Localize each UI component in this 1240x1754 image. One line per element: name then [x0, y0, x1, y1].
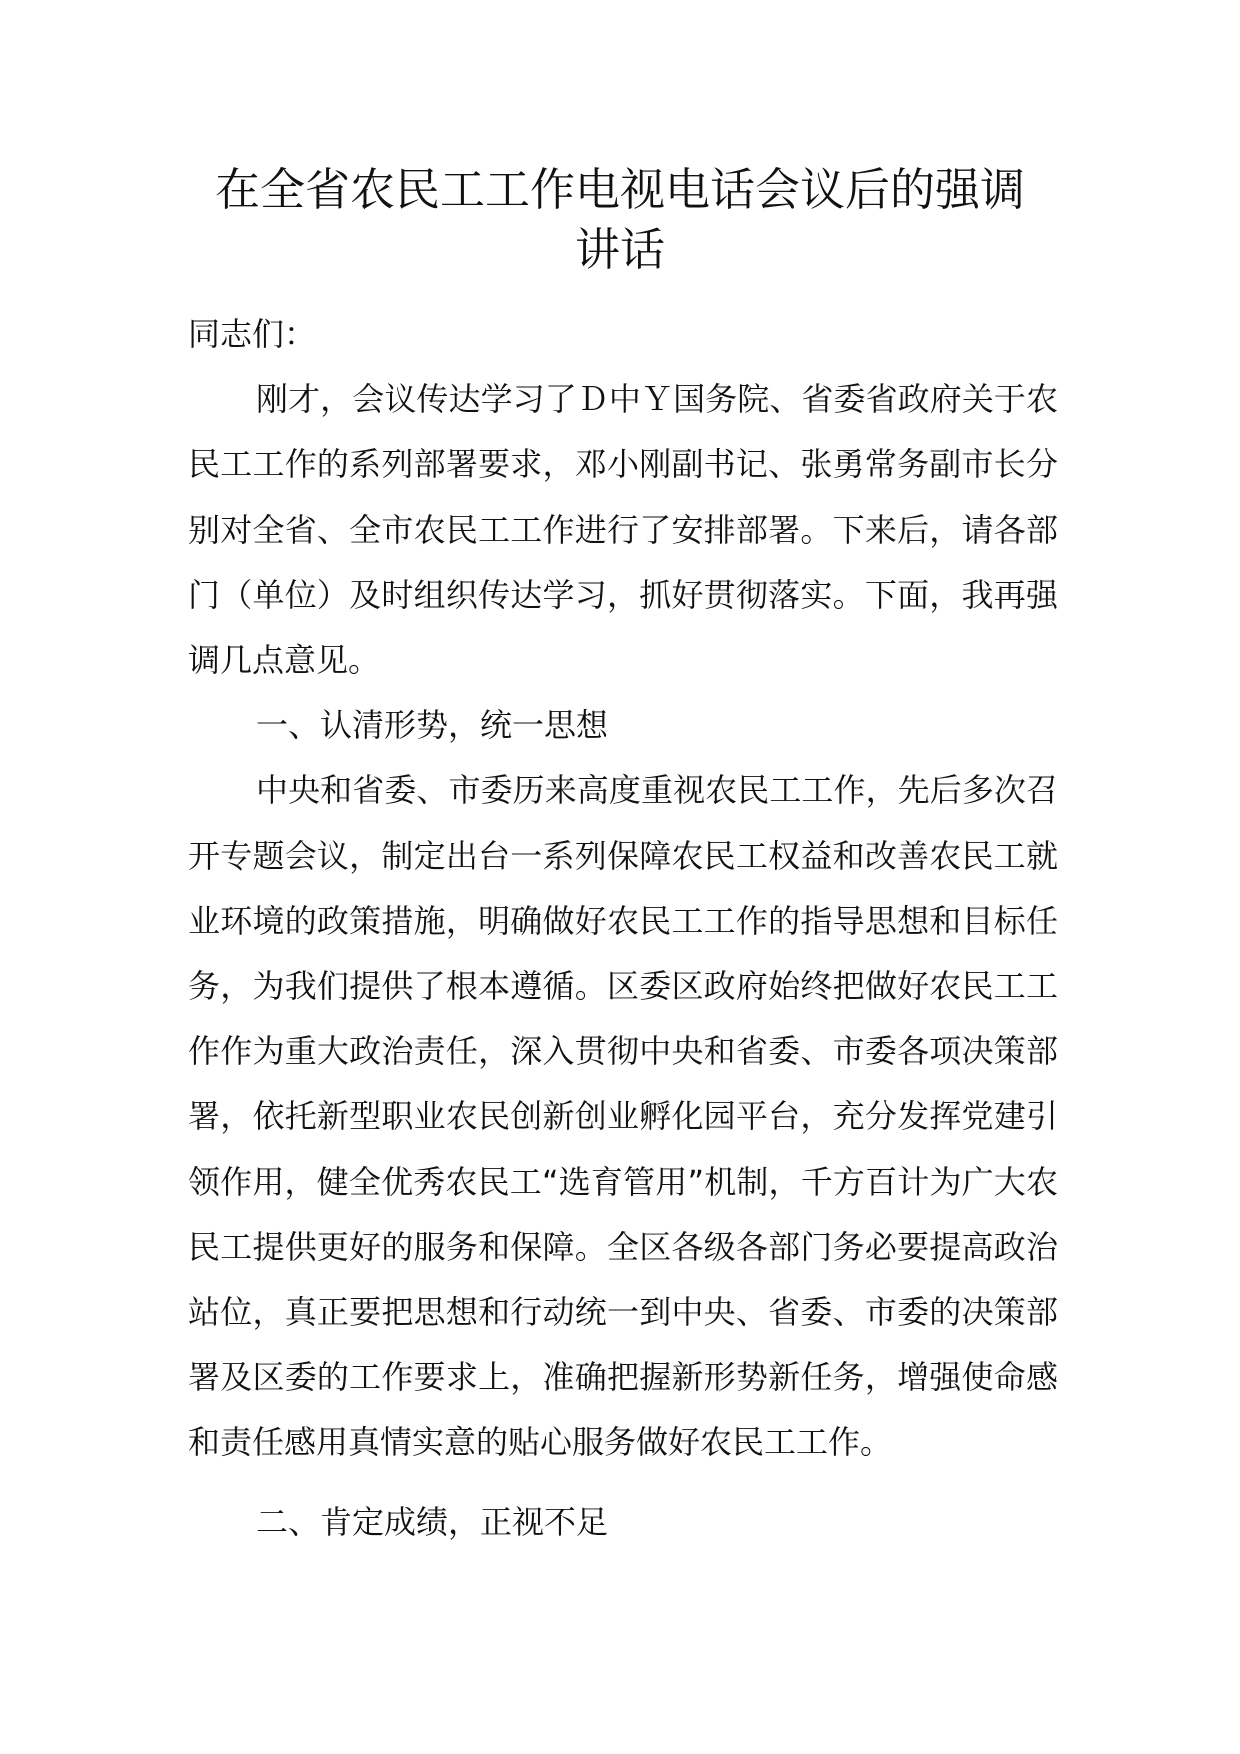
- title-line-2: 讲话: [574, 223, 665, 276]
- paragraph-section-1: 中央和省委、市委历来高度重视农民工工作，先后多次召开专题会议，制定出台一系列保障农民工权益和改善农民工就业环境的政策措施，明确做好农民工工作的指导思想和目标任务，为我们提供了根本遵循。区委区政府始终把做好农民工工作作为重大政治责任，深入贯彻中央和省委、市委各项决策部署，依托新型职业农民创新创业孵化园平台，充分发挥党建引领作用，健全优秀农民工“选育管用”机制，千方百计为广大农民工提供更好的服务和保障。全区各级各部门务必要提高政治站位，真正要把思想和行动统一到中央、省委、市委的决策部署及区委的工作要求上，准确把握新形势新任务，增强使命感和责任感用真情实意的贴心服务做好农民工工作。: [188, 771, 1058, 1462]
- document-body: [188, 302, 1058, 1555]
- document-title: [150, 160, 1090, 280]
- paragraph-spacer: [188, 1476, 1058, 1490]
- title-line-1: 在全省农民工工作电视电话会议后的强调: [214, 163, 1025, 216]
- paragraph-opening: 刚才，会议传达学习了Ｄ中Ｙ国务院、省委省政府关于农民工工作的系列部署要求，邓小刚副书记、张勇常务副市长分别对全省、全市农民工工作进行了安排部署。下来后，请各部门（单位）及时组织传达学习，抓好贯彻落实。下面，我再强调几点意见。: [188, 380, 1058, 680]
- section-heading-2: 二、肯定成绩，正视不足: [256, 1502, 609, 1541]
- section-heading-1: 一、认清形势，统一思想: [256, 706, 609, 745]
- salutation: 同志们：: [188, 315, 317, 353]
